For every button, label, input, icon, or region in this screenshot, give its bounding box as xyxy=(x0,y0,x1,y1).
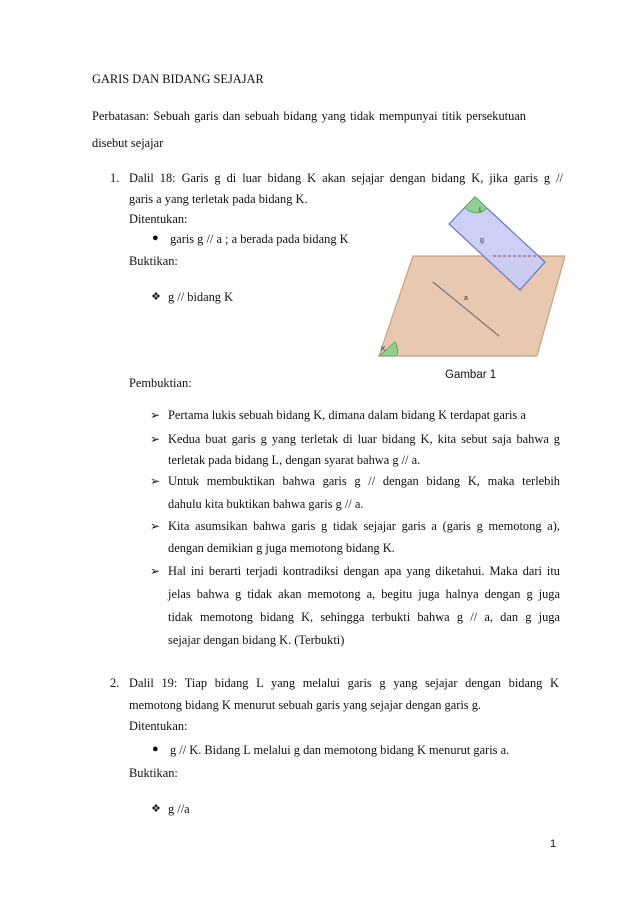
bullet-dot-icon: ● xyxy=(152,232,159,244)
arrow-bullet-icon: ➢ xyxy=(150,519,161,533)
label-g: g xyxy=(480,237,484,244)
item-2-line-1: Dalil 19: Tiap bidang L yang melalui garis g yang sejajar dengan bidang K xyxy=(129,676,559,690)
proof-step-5-line-4: sejajar dengan bidang K. (Terbukti) xyxy=(168,633,345,647)
arrow-bullet-icon: ➢ xyxy=(150,474,161,488)
item-2-prove-label: Buktikan: xyxy=(129,766,178,780)
angle-l-marker xyxy=(465,197,487,213)
item-1-line-1: Dalil 18: Garis g di luar bidang K akan sejajar dengan bidang K, jika garis g // xyxy=(129,171,563,185)
proof-step-2-line-1: Kedua buat garis g yang terletak di luar bidang K, kita sebut saja bahwa g xyxy=(168,432,560,446)
label-l: L xyxy=(479,207,483,214)
arrow-bullet-icon: ➢ xyxy=(150,564,161,578)
proof-step-2-line-2: terletak pada bidang L, dengan syarat bahwa g // a. xyxy=(168,453,421,467)
proof-step-5-line-3: tidak memotong bidang K, sehingga terbukti bahwa g // a, dan g juga xyxy=(168,610,560,624)
label-k: K xyxy=(381,346,386,353)
item-1-prove-label: Buktikan: xyxy=(129,254,178,268)
definition-line-2: disebut sejajar xyxy=(92,136,164,150)
item-1-proof-label: Pembuktian: xyxy=(129,376,192,390)
figure-caption: Gambar 1 xyxy=(445,369,497,381)
proof-step-4-line-1: Kita asumsikan bahwa garis g tidak sejajar garis a (garis g memotong a), xyxy=(168,519,560,533)
proof-step-1-line-1: Pertama lukis sebuah bidang K, dimana dalam bidang K terdapat garis a xyxy=(168,408,526,422)
page-number: 1 xyxy=(550,838,557,850)
proof-step-3-line-2: dahulu kita buktikan bahwa garis g // a. xyxy=(168,497,364,511)
item-1-number: 1. xyxy=(110,171,120,185)
page-title: GARIS DAN BIDANG SEJAJAR xyxy=(92,72,264,86)
bullet-dot-icon: ● xyxy=(152,743,159,755)
proof-step-3-line-1: Untuk membuktikan bahwa garis g // dengan bidang K, maka terlebih xyxy=(168,474,560,488)
item-2-given-bullet: g // K. Bidang L melalui g dan memotong bidang K menurut garis a. xyxy=(170,743,510,757)
arrow-bullet-icon: ➢ xyxy=(150,408,161,422)
item-2-number: 2. xyxy=(110,676,120,690)
definition-line-1: Perbatasan: Sebuah garis dan sebuah bidang yang tidak mempunyai titik persekutuan xyxy=(92,109,526,123)
item-2-prove-bullet: g //a xyxy=(168,802,190,816)
diamond-bullet-icon: ❖ xyxy=(151,803,161,815)
item-1-line-2: garis a yang terletak pada bidang K. xyxy=(129,192,308,206)
item-1-given-bullet: garis g // a ; a berada pada bidang K xyxy=(170,232,349,246)
proof-step-5-line-1: Hal ini berarti terjadi kontradiksi dengan apa yang diketahui. Maka dari itu xyxy=(168,564,560,578)
item-2-given-label: Ditentukan: xyxy=(129,719,188,733)
item-1-given-label: Ditentukan: xyxy=(129,212,188,226)
figure-1 xyxy=(375,190,565,362)
figure-1-diagram xyxy=(375,190,565,362)
proof-step-5-line-2: jelas bahwa g tidak akan memotong a, begitu juga halnya dengan g juga xyxy=(168,587,560,601)
label-a: a xyxy=(464,295,468,302)
diamond-bullet-icon: ❖ xyxy=(151,291,161,303)
arrow-bullet-icon: ➢ xyxy=(150,432,161,446)
item-2-line-2: memotong bidang K menurut sebuah garis yang sejajar dengan garis g. xyxy=(129,698,482,712)
proof-step-4-line-2: dengan demikian g juga memotong bidang K. xyxy=(168,541,395,555)
item-1-prove-bullet: g // bidang K xyxy=(168,290,234,304)
